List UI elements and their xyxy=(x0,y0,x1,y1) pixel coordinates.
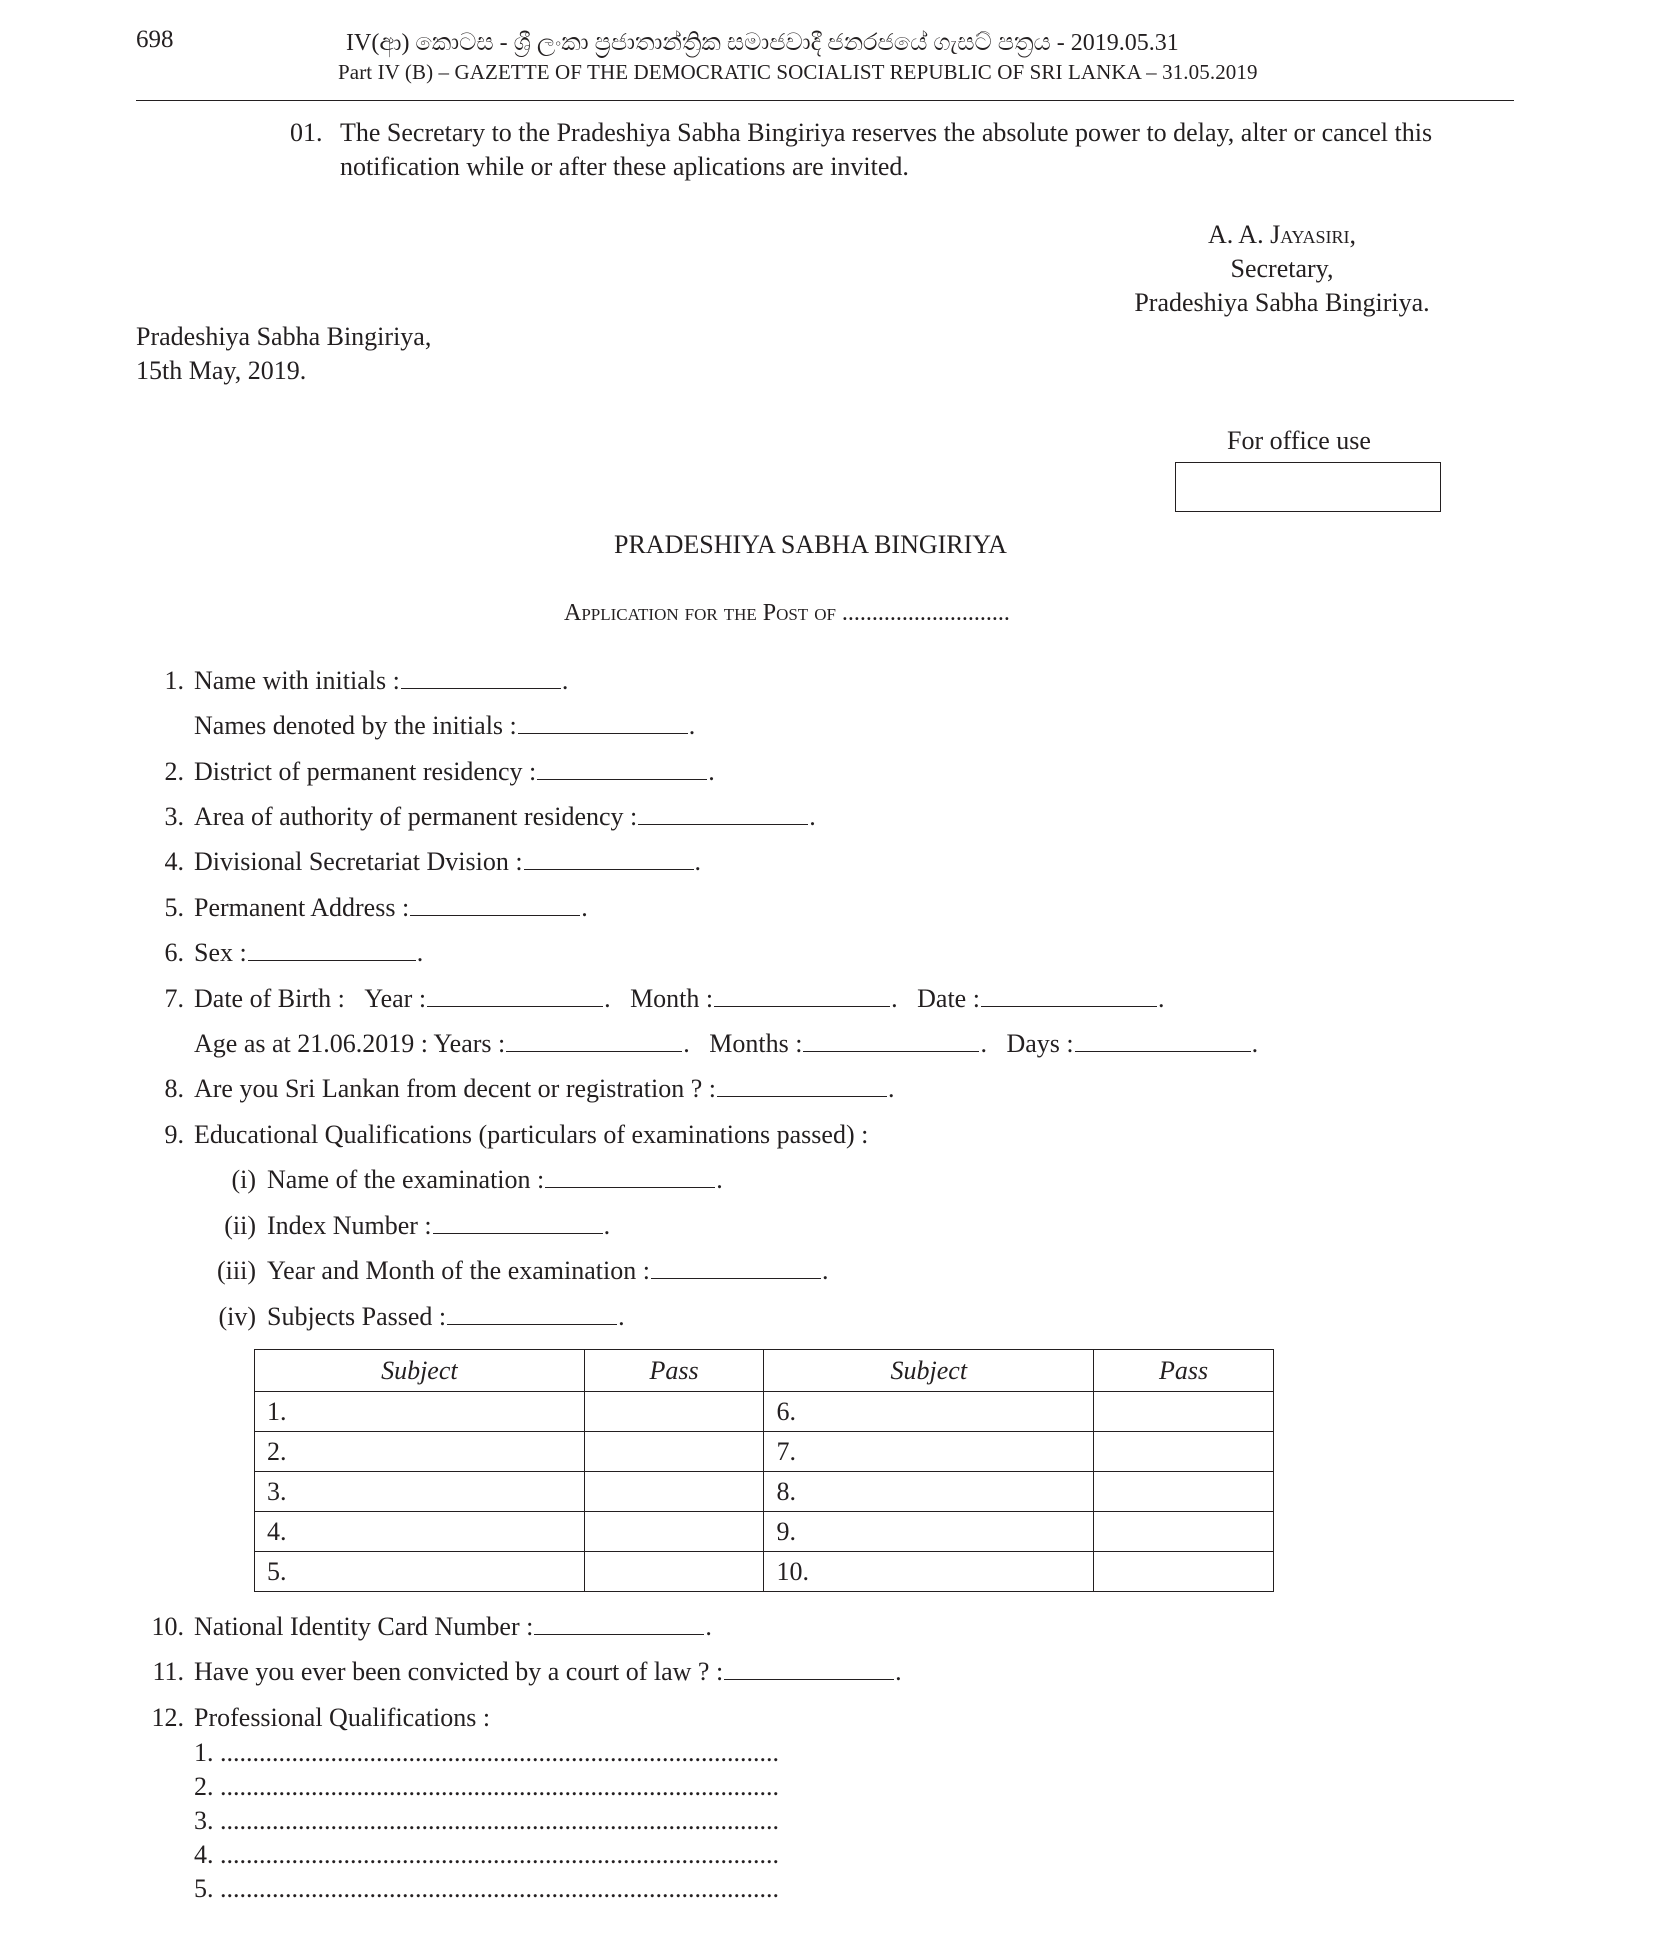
sub-field-number: (ii) xyxy=(224,1211,256,1240)
nic-blank[interactable] xyxy=(534,1634,704,1635)
office-use-box[interactable] xyxy=(1175,462,1441,512)
field-number: 12. xyxy=(151,1703,184,1732)
pass-cell[interactable] xyxy=(1094,1552,1274,1592)
field-label: Name of the examination : xyxy=(267,1165,545,1194)
field-divisional-secretariat: Divisional Secretariat Dvision : . xyxy=(194,847,702,876)
exam-name-blank[interactable] xyxy=(545,1187,715,1188)
months-label: Months : xyxy=(709,1029,803,1058)
field-index-number: Index Number : . xyxy=(267,1211,611,1240)
table-row xyxy=(255,1472,1274,1512)
name-initials-blank[interactable] xyxy=(401,688,561,689)
subject-cell[interactable]: 8. xyxy=(764,1472,1094,1512)
field-label: Year and Month of the examination : xyxy=(267,1256,650,1285)
pass-cell[interactable] xyxy=(584,1432,764,1472)
sex-blank[interactable] xyxy=(248,960,416,961)
form-subtitle: Application for the Post of ............................ xyxy=(564,600,1010,626)
field-names-denoted: Names denoted by the initials : . xyxy=(194,711,696,740)
issuing-date: 15th May, 2019. xyxy=(136,356,307,385)
dob-date-blank[interactable] xyxy=(981,1006,1157,1007)
pass-cell[interactable] xyxy=(584,1552,764,1592)
field-nic-number: National Identity Card Number : . xyxy=(194,1612,712,1641)
signatory-title: Secretary, xyxy=(1230,254,1334,283)
field-professional-qualifications: Professional Qualifications : xyxy=(194,1703,491,1732)
dob-month-blank[interactable] xyxy=(714,1006,890,1007)
pass-cell[interactable] xyxy=(584,1512,764,1552)
field-sex: Sex : . xyxy=(194,938,424,967)
age-days-blank[interactable] xyxy=(1075,1051,1251,1052)
field-label: Name with initials : xyxy=(194,666,400,695)
pass-cell[interactable] xyxy=(584,1472,764,1512)
gazette-header-english: Part IV (B) – GAZETTE OF THE DEMOCRATIC SOCIALIST REPUBLIC OF SRI LANKA – 31.05.2019 xyxy=(338,60,1258,84)
field-exam-name: Name of the examination : . xyxy=(267,1165,723,1194)
signatory-name: A. A. Jayasiri, xyxy=(1207,220,1357,249)
pass-cell[interactable] xyxy=(1094,1512,1274,1552)
field-label: Are you Sri Lankan from decent or registration ? : xyxy=(194,1074,716,1103)
year-label: Year : xyxy=(364,984,427,1013)
sub-field-number: (i) xyxy=(231,1165,256,1194)
pass-cell[interactable] xyxy=(1094,1432,1274,1472)
gazette-header-sinhala: IV(ආ) කොටස - ශ්‍රී ලංකා ප්‍රජාතාන්ත්‍රික සමාජවාදී ජනරජයේ ගැසට් පත්‍රය - 2019.05.31 xyxy=(346,30,1179,56)
table-row xyxy=(255,1552,1274,1592)
table-row xyxy=(255,1392,1274,1432)
field-number: 11. xyxy=(152,1657,184,1686)
area-authority-blank[interactable] xyxy=(638,824,808,825)
subject-cell[interactable]: 5. xyxy=(255,1552,585,1592)
field-date-of-birth: Date of Birth : Year : . Month : . Date : . xyxy=(194,984,1165,1013)
month-label: Month : xyxy=(630,984,714,1013)
divisional-secretariat-blank[interactable] xyxy=(524,869,694,870)
field-label: District of permanent residency : xyxy=(194,757,537,786)
field-number: 4. xyxy=(164,847,184,876)
field-number: 1. xyxy=(164,666,184,695)
address-blank[interactable] xyxy=(410,915,580,916)
signatory-office: Pradeshiya Sabha Bingiriya. xyxy=(1134,288,1430,317)
issuing-place: Pradeshiya Sabha Bingiriya, xyxy=(136,322,432,351)
pass-cell[interactable] xyxy=(1094,1392,1274,1432)
table-row xyxy=(255,1432,1274,1472)
field-label: Index Number : xyxy=(267,1211,432,1240)
district-blank[interactable] xyxy=(537,779,707,780)
exam-year-month-blank[interactable] xyxy=(651,1278,821,1279)
field-label: Date of Birth : xyxy=(194,984,345,1013)
field-label: Permanent Address : xyxy=(194,893,410,922)
pass-cell[interactable] xyxy=(1094,1472,1274,1512)
days-label: Days : xyxy=(1006,1029,1074,1058)
field-number: 9. xyxy=(164,1120,184,1149)
field-number: 8. xyxy=(164,1074,184,1103)
field-conviction: Have you ever been convicted by a court of law ? : . xyxy=(194,1657,902,1686)
subject-cell[interactable]: 3. xyxy=(255,1472,585,1512)
field-number: 3. xyxy=(164,802,184,831)
field-number: 6. xyxy=(164,938,184,967)
subject-cell[interactable]: 10. xyxy=(764,1552,1094,1592)
subject-cell[interactable]: 9. xyxy=(764,1512,1094,1552)
professional-item-5[interactable]: 5. ...................................................................................... xyxy=(194,1874,779,1903)
notice-line-2: notification while or after these aplications are invited. xyxy=(340,152,909,181)
field-age: Age as at 21.06.2019 : Years : . Months : . Days : . xyxy=(194,1029,1259,1058)
table-row xyxy=(255,1512,1274,1552)
professional-item-1[interactable]: 1. ...................................................................................... xyxy=(194,1738,779,1767)
field-subjects-passed: Subjects Passed : . xyxy=(267,1302,625,1331)
dob-year-blank[interactable] xyxy=(427,1006,603,1007)
date-label: Date : xyxy=(917,984,980,1013)
header-pass: Pass xyxy=(1094,1350,1274,1392)
subjects-table xyxy=(254,1349,1274,1592)
field-label: Names denoted by the initials : xyxy=(194,711,517,740)
office-use-label: For office use xyxy=(1227,426,1371,455)
notice-line-1: The Secretary to the Pradeshiya Sabha Bingiriya reserves the absolute power to delay, alter or cancel this xyxy=(340,118,1433,147)
form-title: PRADESHIYA SABHA BINGIRIYA xyxy=(614,530,1007,559)
field-number: 7. xyxy=(164,984,184,1013)
sub-field-number: (iv) xyxy=(218,1302,256,1331)
field-exam-year-month: Year and Month of the examination : . xyxy=(267,1256,829,1285)
subject-cell[interactable]: 7. xyxy=(764,1432,1094,1472)
field-number: 2. xyxy=(164,757,184,786)
field-name-with-initials: Name with initials : . xyxy=(194,666,569,695)
notice-number: 01. xyxy=(290,118,323,147)
index-number-blank[interactable] xyxy=(433,1233,603,1234)
age-months-blank[interactable] xyxy=(803,1051,979,1052)
page-number: 698 xyxy=(136,26,174,53)
header-subject: Subject xyxy=(255,1350,585,1392)
professional-item-4[interactable]: 4. ...................................................................................... xyxy=(194,1840,779,1869)
citizenship-blank[interactable] xyxy=(717,1096,887,1097)
field-district: District of permanent residency : . xyxy=(194,757,715,786)
field-label: Sex : xyxy=(194,938,247,967)
header-subject: Subject xyxy=(764,1350,1094,1392)
field-citizenship: Are you Sri Lankan from decent or registration ? : . xyxy=(194,1074,895,1103)
names-denoted-blank[interactable] xyxy=(518,733,688,734)
professional-item-3[interactable]: 3. ...................................................................................... xyxy=(194,1806,779,1835)
sub-field-number: (iii) xyxy=(217,1256,256,1285)
professional-item-2[interactable]: 2. ...................................................................................... xyxy=(194,1772,779,1801)
field-label: Area of authority of permanent residency : xyxy=(194,802,638,831)
age-years-blank[interactable] xyxy=(506,1051,682,1052)
field-permanent-address: Permanent Address : . xyxy=(194,893,588,922)
header-pass: Pass xyxy=(584,1350,764,1392)
field-label: Have you ever been convicted by a court of law ? : xyxy=(194,1657,724,1686)
subject-cell[interactable]: 1. xyxy=(255,1392,585,1432)
field-area-of-authority: Area of authority of permanent residency : . xyxy=(194,802,816,831)
conviction-blank[interactable] xyxy=(724,1679,894,1680)
field-educational-qualifications: Educational Qualifications (particulars of examinations passed) : xyxy=(194,1120,869,1149)
table-header-row xyxy=(255,1350,1274,1392)
field-number: 5. xyxy=(164,893,184,922)
field-label: Age as at 21.06.2019 : Years : xyxy=(194,1029,506,1058)
subject-cell[interactable]: 2. xyxy=(255,1432,585,1472)
header-rule xyxy=(136,100,1514,101)
subject-cell[interactable]: 4. xyxy=(255,1512,585,1552)
subject-cell[interactable]: 6. xyxy=(764,1392,1094,1432)
subjects-passed-blank[interactable] xyxy=(447,1324,617,1325)
field-label: Subjects Passed : xyxy=(267,1302,447,1331)
field-label: National Identity Card Number : xyxy=(194,1612,534,1641)
field-number: 10. xyxy=(151,1612,184,1641)
field-label: Divisional Secretariat Dvision : xyxy=(194,847,523,876)
pass-cell[interactable] xyxy=(584,1392,764,1432)
